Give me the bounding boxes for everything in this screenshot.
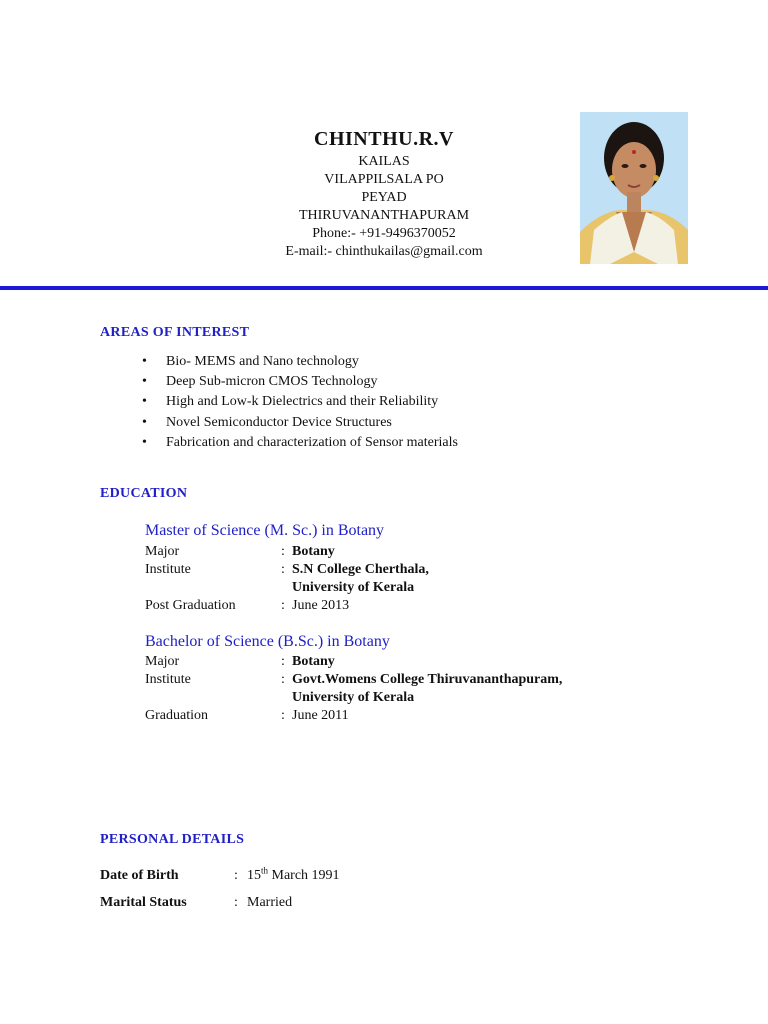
field-value: University of Kerala <box>292 580 415 595</box>
section-title-areas-of-interest: AREAS OF INTEREST <box>100 325 250 340</box>
field-value: S.N College Cherthala, <box>292 562 429 577</box>
field-colon: : <box>234 868 238 883</box>
field-colon: : <box>281 654 285 669</box>
list-item: • High and Low-k Dielectrics and their Reliability <box>166 392 458 412</box>
field-label: Institute <box>145 562 191 577</box>
field-value: Married <box>247 895 293 910</box>
list-item: • Fabrication and characterization of Sensor materials <box>166 433 458 453</box>
field-colon: : <box>281 544 285 559</box>
degree-heading: Master of Science (M. Sc.) in Botany <box>145 522 385 539</box>
section-title-education: EDUCATION <box>100 486 188 501</box>
address-line: PEYAD <box>361 190 407 205</box>
interests-list <box>100 352 458 453</box>
section-title-personal-details: PERSONAL DETAILS <box>100 832 245 847</box>
resume-name: CHINTHU.R.V <box>314 128 454 150</box>
dob-month-year: March 1991 <box>268 868 340 883</box>
field-value: June 2013 <box>292 598 350 613</box>
address-line: VILAPPILSALA PO <box>324 172 444 187</box>
field-colon: : <box>281 598 285 613</box>
dob-day: 15 <box>247 868 261 883</box>
field-value: Botany <box>292 544 335 559</box>
profile-photo <box>580 112 688 264</box>
address-line: KAILAS <box>358 154 410 169</box>
header-divider <box>0 286 768 290</box>
portrait-image <box>580 112 688 264</box>
field-value: Govt.Womens College Thiruvananthapuram, <box>292 672 563 687</box>
field-value: Botany <box>292 654 335 669</box>
address-line: THIRUVANANTHAPURAM <box>298 208 470 223</box>
degree-heading: Bachelor of Science (B.Sc.) in Botany <box>145 633 390 650</box>
field-label: Marital Status <box>100 895 187 910</box>
list-item: • Novel Semiconductor Device Structures <box>166 413 458 433</box>
field-label: Institute <box>145 672 191 687</box>
list-item: • Bio- MEMS and Nano technology <box>166 352 458 372</box>
field-label: Major <box>145 654 180 669</box>
field-label: Post Graduation <box>145 598 236 613</box>
dob-suffix: th <box>261 865 269 876</box>
field-colon: : <box>281 708 285 723</box>
field-label: Major <box>145 544 180 559</box>
email-address: E-mail:- chinthukailas@gmail.com <box>285 244 483 259</box>
field-value: University of Kerala <box>292 690 415 705</box>
field-value <box>247 867 340 885</box>
field-value: June 2011 <box>292 708 349 723</box>
field-label: Date of Birth <box>100 868 179 883</box>
field-colon: : <box>281 672 285 687</box>
field-colon: : <box>281 562 285 577</box>
field-label: Graduation <box>145 708 208 723</box>
field-colon: : <box>234 895 238 910</box>
list-item: • Deep Sub-micron CMOS Technology <box>166 372 458 392</box>
phone-number: Phone:- +91-9496370052 <box>312 226 456 241</box>
